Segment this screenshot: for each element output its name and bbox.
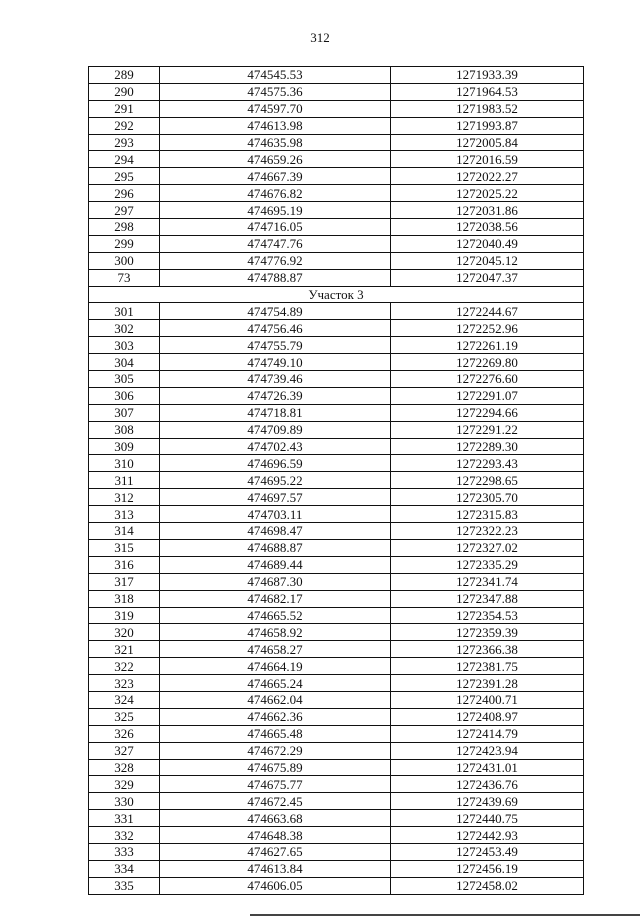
x-coordinate-cell: 474675.89 <box>160 759 391 776</box>
point-number-cell: 329 <box>89 776 160 793</box>
x-coordinate-cell: 474663.68 <box>160 810 391 827</box>
table-row <box>89 252 584 269</box>
y-coordinate-cell: 1272440.75 <box>391 810 584 827</box>
table-row <box>89 185 584 202</box>
point-number-cell: 323 <box>89 675 160 692</box>
page-edge-rule <box>250 914 640 916</box>
y-coordinate-cell: 1272408.97 <box>391 708 584 725</box>
x-coordinate-cell: 474716.05 <box>160 219 391 236</box>
y-coordinate-cell: 1272436.76 <box>391 776 584 793</box>
table-row <box>89 877 584 894</box>
point-number-cell: 295 <box>89 168 160 185</box>
point-number-cell: 73 <box>89 269 160 286</box>
y-coordinate-cell: 1272252.96 <box>391 320 584 337</box>
y-coordinate-cell: 1272005.84 <box>391 134 584 151</box>
y-coordinate-cell: 1272359.39 <box>391 624 584 641</box>
x-coordinate-cell: 474665.48 <box>160 725 391 742</box>
table-row <box>89 387 584 404</box>
section-label: Участок 3 <box>89 286 584 303</box>
x-coordinate-cell: 474696.59 <box>160 455 391 472</box>
table-row <box>89 438 584 455</box>
point-number-cell: 304 <box>89 354 160 371</box>
point-number-cell: 294 <box>89 151 160 168</box>
table-row <box>89 691 584 708</box>
table-row <box>89 827 584 844</box>
x-coordinate-cell: 474662.36 <box>160 708 391 725</box>
y-coordinate-cell: 1272298.65 <box>391 472 584 489</box>
x-coordinate-cell: 474695.22 <box>160 472 391 489</box>
x-coordinate-cell: 474754.89 <box>160 303 391 320</box>
point-number-cell: 308 <box>89 421 160 438</box>
x-coordinate-cell: 474665.24 <box>160 675 391 692</box>
x-coordinate-cell: 474676.82 <box>160 185 391 202</box>
table-row <box>89 151 584 168</box>
x-coordinate-cell: 474658.27 <box>160 641 391 658</box>
x-coordinate-cell: 474606.05 <box>160 877 391 894</box>
table-row <box>89 641 584 658</box>
x-coordinate-cell: 474664.19 <box>160 658 391 675</box>
x-coordinate-cell: 474613.98 <box>160 117 391 134</box>
page-number: 312 <box>310 30 330 45</box>
table-row <box>89 303 584 320</box>
table-row <box>89 523 584 540</box>
table-row <box>89 67 584 84</box>
y-coordinate-cell: 1272244.67 <box>391 303 584 320</box>
x-coordinate-cell: 474688.87 <box>160 539 391 556</box>
table-row <box>89 725 584 742</box>
point-number-cell: 292 <box>89 117 160 134</box>
table-row <box>89 810 584 827</box>
y-coordinate-cell: 1272366.38 <box>391 641 584 658</box>
x-coordinate-cell: 474672.29 <box>160 742 391 759</box>
section-header-row <box>89 286 584 303</box>
y-coordinate-cell: 1272381.75 <box>391 658 584 675</box>
point-number-cell: 299 <box>89 235 160 252</box>
x-coordinate-cell: 474672.45 <box>160 793 391 810</box>
x-coordinate-cell: 474776.92 <box>160 252 391 269</box>
table-row <box>89 675 584 692</box>
x-coordinate-cell: 474627.65 <box>160 843 391 860</box>
x-coordinate-cell: 474662.04 <box>160 691 391 708</box>
point-number-cell: 306 <box>89 387 160 404</box>
point-number-cell: 293 <box>89 134 160 151</box>
point-number-cell: 307 <box>89 404 160 421</box>
y-coordinate-cell: 1272022.27 <box>391 168 584 185</box>
table-row <box>89 860 584 877</box>
y-coordinate-cell: 1272414.79 <box>391 725 584 742</box>
table-row <box>89 607 584 624</box>
y-coordinate-cell: 1272341.74 <box>391 573 584 590</box>
x-coordinate-cell: 474613.84 <box>160 860 391 877</box>
y-coordinate-cell: 1272315.83 <box>391 506 584 523</box>
table-row <box>89 624 584 641</box>
point-number-cell: 317 <box>89 573 160 590</box>
y-coordinate-cell: 1272442.93 <box>391 827 584 844</box>
point-number-cell: 324 <box>89 691 160 708</box>
table-row <box>89 320 584 337</box>
point-number-cell: 291 <box>89 100 160 117</box>
x-coordinate-cell: 474709.89 <box>160 421 391 438</box>
table-row <box>89 117 584 134</box>
table-row <box>89 590 584 607</box>
y-coordinate-cell: 1272439.69 <box>391 793 584 810</box>
x-coordinate-cell: 474658.92 <box>160 624 391 641</box>
y-coordinate-cell: 1272040.49 <box>391 235 584 252</box>
point-number-cell: 333 <box>89 843 160 860</box>
point-number-cell: 331 <box>89 810 160 827</box>
x-coordinate-cell: 474755.79 <box>160 337 391 354</box>
table-row <box>89 269 584 286</box>
x-coordinate-cell: 474675.77 <box>160 776 391 793</box>
point-number-cell: 302 <box>89 320 160 337</box>
table-row <box>89 843 584 860</box>
point-number-cell: 298 <box>89 219 160 236</box>
y-coordinate-cell: 1272293.43 <box>391 455 584 472</box>
point-number-cell: 322 <box>89 658 160 675</box>
x-coordinate-cell: 474756.46 <box>160 320 391 337</box>
point-number-cell: 335 <box>89 877 160 894</box>
point-number-cell: 327 <box>89 742 160 759</box>
x-coordinate-cell: 474665.52 <box>160 607 391 624</box>
point-number-cell: 296 <box>89 185 160 202</box>
point-number-cell: 328 <box>89 759 160 776</box>
point-number-cell: 325 <box>89 708 160 725</box>
table-row <box>89 539 584 556</box>
x-coordinate-cell: 474739.46 <box>160 371 391 388</box>
y-coordinate-cell: 1272335.29 <box>391 556 584 573</box>
x-coordinate-cell: 474702.43 <box>160 438 391 455</box>
x-coordinate-cell: 474697.57 <box>160 489 391 506</box>
point-number-cell: 309 <box>89 438 160 455</box>
point-number-cell: 326 <box>89 725 160 742</box>
table-row <box>89 219 584 236</box>
table-row <box>89 708 584 725</box>
point-number-cell: 318 <box>89 590 160 607</box>
table-row <box>89 573 584 590</box>
x-coordinate-cell: 474698.47 <box>160 523 391 540</box>
x-coordinate-cell: 474682.17 <box>160 590 391 607</box>
y-coordinate-cell: 1272047.37 <box>391 269 584 286</box>
table-row <box>89 472 584 489</box>
y-coordinate-cell: 1272327.02 <box>391 539 584 556</box>
x-coordinate-cell: 474687.30 <box>160 573 391 590</box>
table-row <box>89 556 584 573</box>
point-number-cell: 330 <box>89 793 160 810</box>
y-coordinate-cell: 1272025.22 <box>391 185 584 202</box>
y-coordinate-cell: 1271983.52 <box>391 100 584 117</box>
table-row <box>89 506 584 523</box>
point-number-cell: 332 <box>89 827 160 844</box>
table-row <box>89 337 584 354</box>
y-coordinate-cell: 1272391.28 <box>391 675 584 692</box>
y-coordinate-cell: 1272305.70 <box>391 489 584 506</box>
x-coordinate-cell: 474648.38 <box>160 827 391 844</box>
table-row <box>89 455 584 472</box>
x-coordinate-cell: 474718.81 <box>160 404 391 421</box>
y-coordinate-cell: 1272016.59 <box>391 151 584 168</box>
y-coordinate-cell: 1272354.53 <box>391 607 584 624</box>
y-coordinate-cell: 1272031.86 <box>391 202 584 219</box>
table-row <box>89 489 584 506</box>
x-coordinate-cell: 474726.39 <box>160 387 391 404</box>
y-coordinate-cell: 1272289.30 <box>391 438 584 455</box>
point-number-cell: 313 <box>89 506 160 523</box>
table-row <box>89 759 584 776</box>
y-coordinate-cell: 1272045.12 <box>391 252 584 269</box>
point-number-cell: 315 <box>89 539 160 556</box>
table-row <box>89 404 584 421</box>
x-coordinate-cell: 474703.11 <box>160 506 391 523</box>
y-coordinate-cell: 1272276.60 <box>391 371 584 388</box>
y-coordinate-cell: 1272458.02 <box>391 877 584 894</box>
coordinates-table <box>88 66 584 895</box>
y-coordinate-cell: 1272322.23 <box>391 523 584 540</box>
point-number-cell: 303 <box>89 337 160 354</box>
point-number-cell: 311 <box>89 472 160 489</box>
y-coordinate-cell: 1272431.01 <box>391 759 584 776</box>
point-number-cell: 334 <box>89 860 160 877</box>
x-coordinate-cell: 474575.36 <box>160 83 391 100</box>
point-number-cell: 300 <box>89 252 160 269</box>
point-number-cell: 321 <box>89 641 160 658</box>
x-coordinate-cell: 474695.19 <box>160 202 391 219</box>
table-row <box>89 168 584 185</box>
point-number-cell: 314 <box>89 523 160 540</box>
point-number-cell: 310 <box>89 455 160 472</box>
point-number-cell: 305 <box>89 371 160 388</box>
x-coordinate-cell: 474635.98 <box>160 134 391 151</box>
y-coordinate-cell: 1272291.22 <box>391 421 584 438</box>
point-number-cell: 312 <box>89 489 160 506</box>
y-coordinate-cell: 1272347.88 <box>391 590 584 607</box>
table-row <box>89 235 584 252</box>
x-coordinate-cell: 474788.87 <box>160 269 391 286</box>
y-coordinate-cell: 1272400.71 <box>391 691 584 708</box>
y-coordinate-cell: 1272291.07 <box>391 387 584 404</box>
y-coordinate-cell: 1272261.19 <box>391 337 584 354</box>
x-coordinate-cell: 474659.26 <box>160 151 391 168</box>
point-number-cell: 320 <box>89 624 160 641</box>
table-row <box>89 421 584 438</box>
y-coordinate-cell: 1271964.53 <box>391 83 584 100</box>
point-number-cell: 297 <box>89 202 160 219</box>
table-row <box>89 354 584 371</box>
y-coordinate-cell: 1272456.19 <box>391 860 584 877</box>
y-coordinate-cell: 1272038.56 <box>391 219 584 236</box>
table-row <box>89 202 584 219</box>
y-coordinate-cell: 1271933.39 <box>391 67 584 84</box>
table-row <box>89 100 584 117</box>
table-body-part-a <box>89 67 584 287</box>
y-coordinate-cell: 1272269.80 <box>391 354 584 371</box>
x-coordinate-cell: 474747.76 <box>160 235 391 252</box>
x-coordinate-cell: 474689.44 <box>160 556 391 573</box>
table-row <box>89 371 584 388</box>
table-body-part-b <box>89 303 584 894</box>
point-number-cell: 319 <box>89 607 160 624</box>
y-coordinate-cell: 1271993.87 <box>391 117 584 134</box>
table-row <box>89 742 584 759</box>
y-coordinate-cell: 1272453.49 <box>391 843 584 860</box>
x-coordinate-cell: 474667.39 <box>160 168 391 185</box>
x-coordinate-cell: 474749.10 <box>160 354 391 371</box>
point-number-cell: 290 <box>89 83 160 100</box>
y-coordinate-cell: 1272294.66 <box>391 404 584 421</box>
table-row <box>89 134 584 151</box>
point-number-cell: 316 <box>89 556 160 573</box>
point-number-cell: 289 <box>89 67 160 84</box>
x-coordinate-cell: 474597.70 <box>160 100 391 117</box>
point-number-cell: 301 <box>89 303 160 320</box>
table-row <box>89 658 584 675</box>
section-header-row-group <box>89 286 584 303</box>
x-coordinate-cell: 474545.53 <box>160 67 391 84</box>
table-row <box>89 83 584 100</box>
table-row <box>89 776 584 793</box>
y-coordinate-cell: 1272423.94 <box>391 742 584 759</box>
table-row <box>89 793 584 810</box>
